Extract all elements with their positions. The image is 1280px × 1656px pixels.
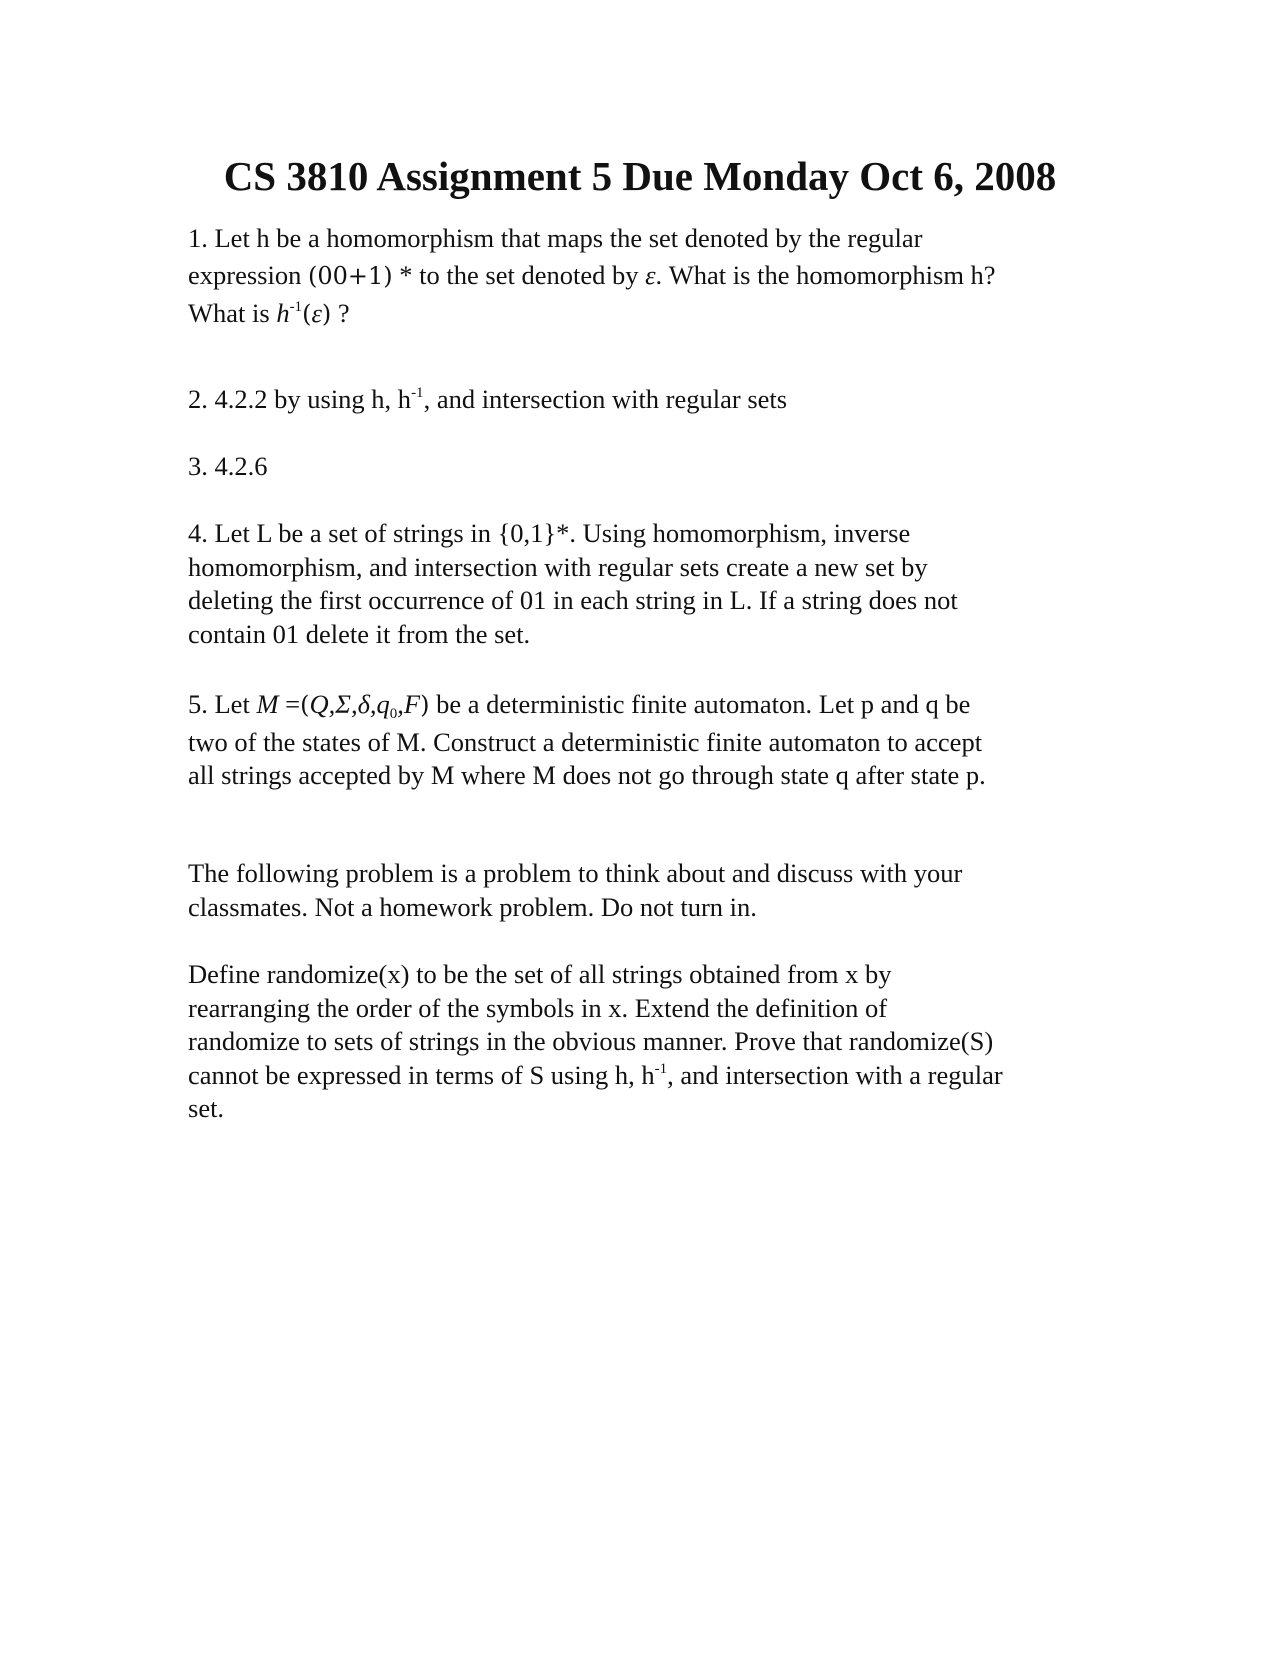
problem-4-line-1: 4. Let L be a set of strings in {0,1}*. Using homomorphism, inverse [188, 518, 911, 548]
discussion-line-2: rearranging the order of the symbols in x. Extend the definition of [188, 992, 888, 1023]
problem-5-line-3: all strings accepted by M where M does not go through state q after state p. [188, 760, 986, 790]
problem-5-line-1 [188, 688, 1108, 723]
tuple-part: Q,Σ,δ,q [309, 689, 390, 719]
page-title: CS 3810 Assignment 5 Due Monday Oct 6, 2008 [223, 153, 1057, 199]
inverse-superscript: -1 [654, 1060, 668, 1077]
problem-1-line-2 [188, 259, 1108, 294]
open-paren: ( [302, 300, 312, 328]
equals-sign: = [278, 689, 301, 719]
discussion-line-4 [188, 1059, 1108, 1093]
problem-1-text: What is [188, 298, 277, 328]
problem-2-text: , and intersection with regular sets [423, 384, 788, 414]
subscript-zero: 0 [389, 706, 398, 722]
close-paren: ) [383, 261, 393, 290]
problem-3-line: 3. 4.2.6 [188, 451, 268, 481]
problem-2 [188, 383, 1108, 417]
problem-4-line-3: deleting the first occurrence of 01 in each string in L. If a string does not [188, 585, 958, 615]
problem-3 [188, 450, 1108, 484]
discussion-text: cannot be expressed in terms of S using h, h [188, 1059, 655, 1090]
note-line-1: The following problem is a problem to think about and discuss with your [188, 858, 963, 888]
problem-4 [188, 517, 1108, 651]
problem-4-line-2: homomorphism, and intersection with regular sets create a new set by [188, 551, 928, 582]
tuple-part: ,F [397, 689, 421, 719]
problem-2-line [188, 383, 1108, 417]
regex-body: 00+1 [317, 261, 384, 290]
discussion-line-3: randomize to sets of strings in the obvious manner. Prove that randomize(S) [188, 1026, 994, 1056]
problem-1-line-1: 1. Let h be a homomorphism that maps the set denoted by the regular [188, 223, 923, 253]
problem-5-text: be a deterministic finite automaton. Let p and q be [429, 689, 971, 719]
discussion-problem [188, 958, 1108, 1126]
problem-1-text: expression [188, 259, 308, 290]
m-symbol: M [256, 689, 279, 719]
discussion-line-1: Define randomize(x) to be the set of all strings obtained from x by [188, 959, 892, 989]
discussion-text: , and intersection with a regular [667, 1059, 1003, 1090]
inverse-superscript: -1 [411, 385, 424, 401]
close-paren: ) [321, 300, 332, 328]
problem-1 [188, 222, 1108, 332]
epsilon-symbol: ε [311, 298, 322, 328]
epsilon-symbol: ε [645, 259, 656, 290]
inverse-superscript: -1 [289, 299, 303, 315]
problem-5-text: 5. Let [188, 689, 257, 719]
problem-5-line-2: two of the states of M. Construct a deterministic finite automaton to accept [188, 726, 983, 757]
open-paren: ( [300, 691, 310, 719]
problem-1-text: * to the set denoted by [392, 259, 646, 290]
open-paren: ( [307, 261, 318, 290]
note-line-2: classmates. Not a homework problem. Do not turn in. [188, 891, 757, 922]
problem-1-line-3 [188, 297, 1108, 332]
problem-5 [188, 688, 1108, 793]
problem-1-text: . What is the homomorphism h? [655, 259, 996, 290]
h-symbol: h [276, 298, 290, 328]
close-paren: ) [420, 691, 430, 719]
problem-4-line-4: contain 01 delete it from the set. [188, 618, 531, 649]
discussion-note [188, 857, 1108, 924]
problem-2-text: 2. 4.2.2 by using h, h [188, 384, 412, 414]
problem-1-text: ? [331, 298, 350, 328]
discussion-line-5: set. [188, 1093, 225, 1123]
